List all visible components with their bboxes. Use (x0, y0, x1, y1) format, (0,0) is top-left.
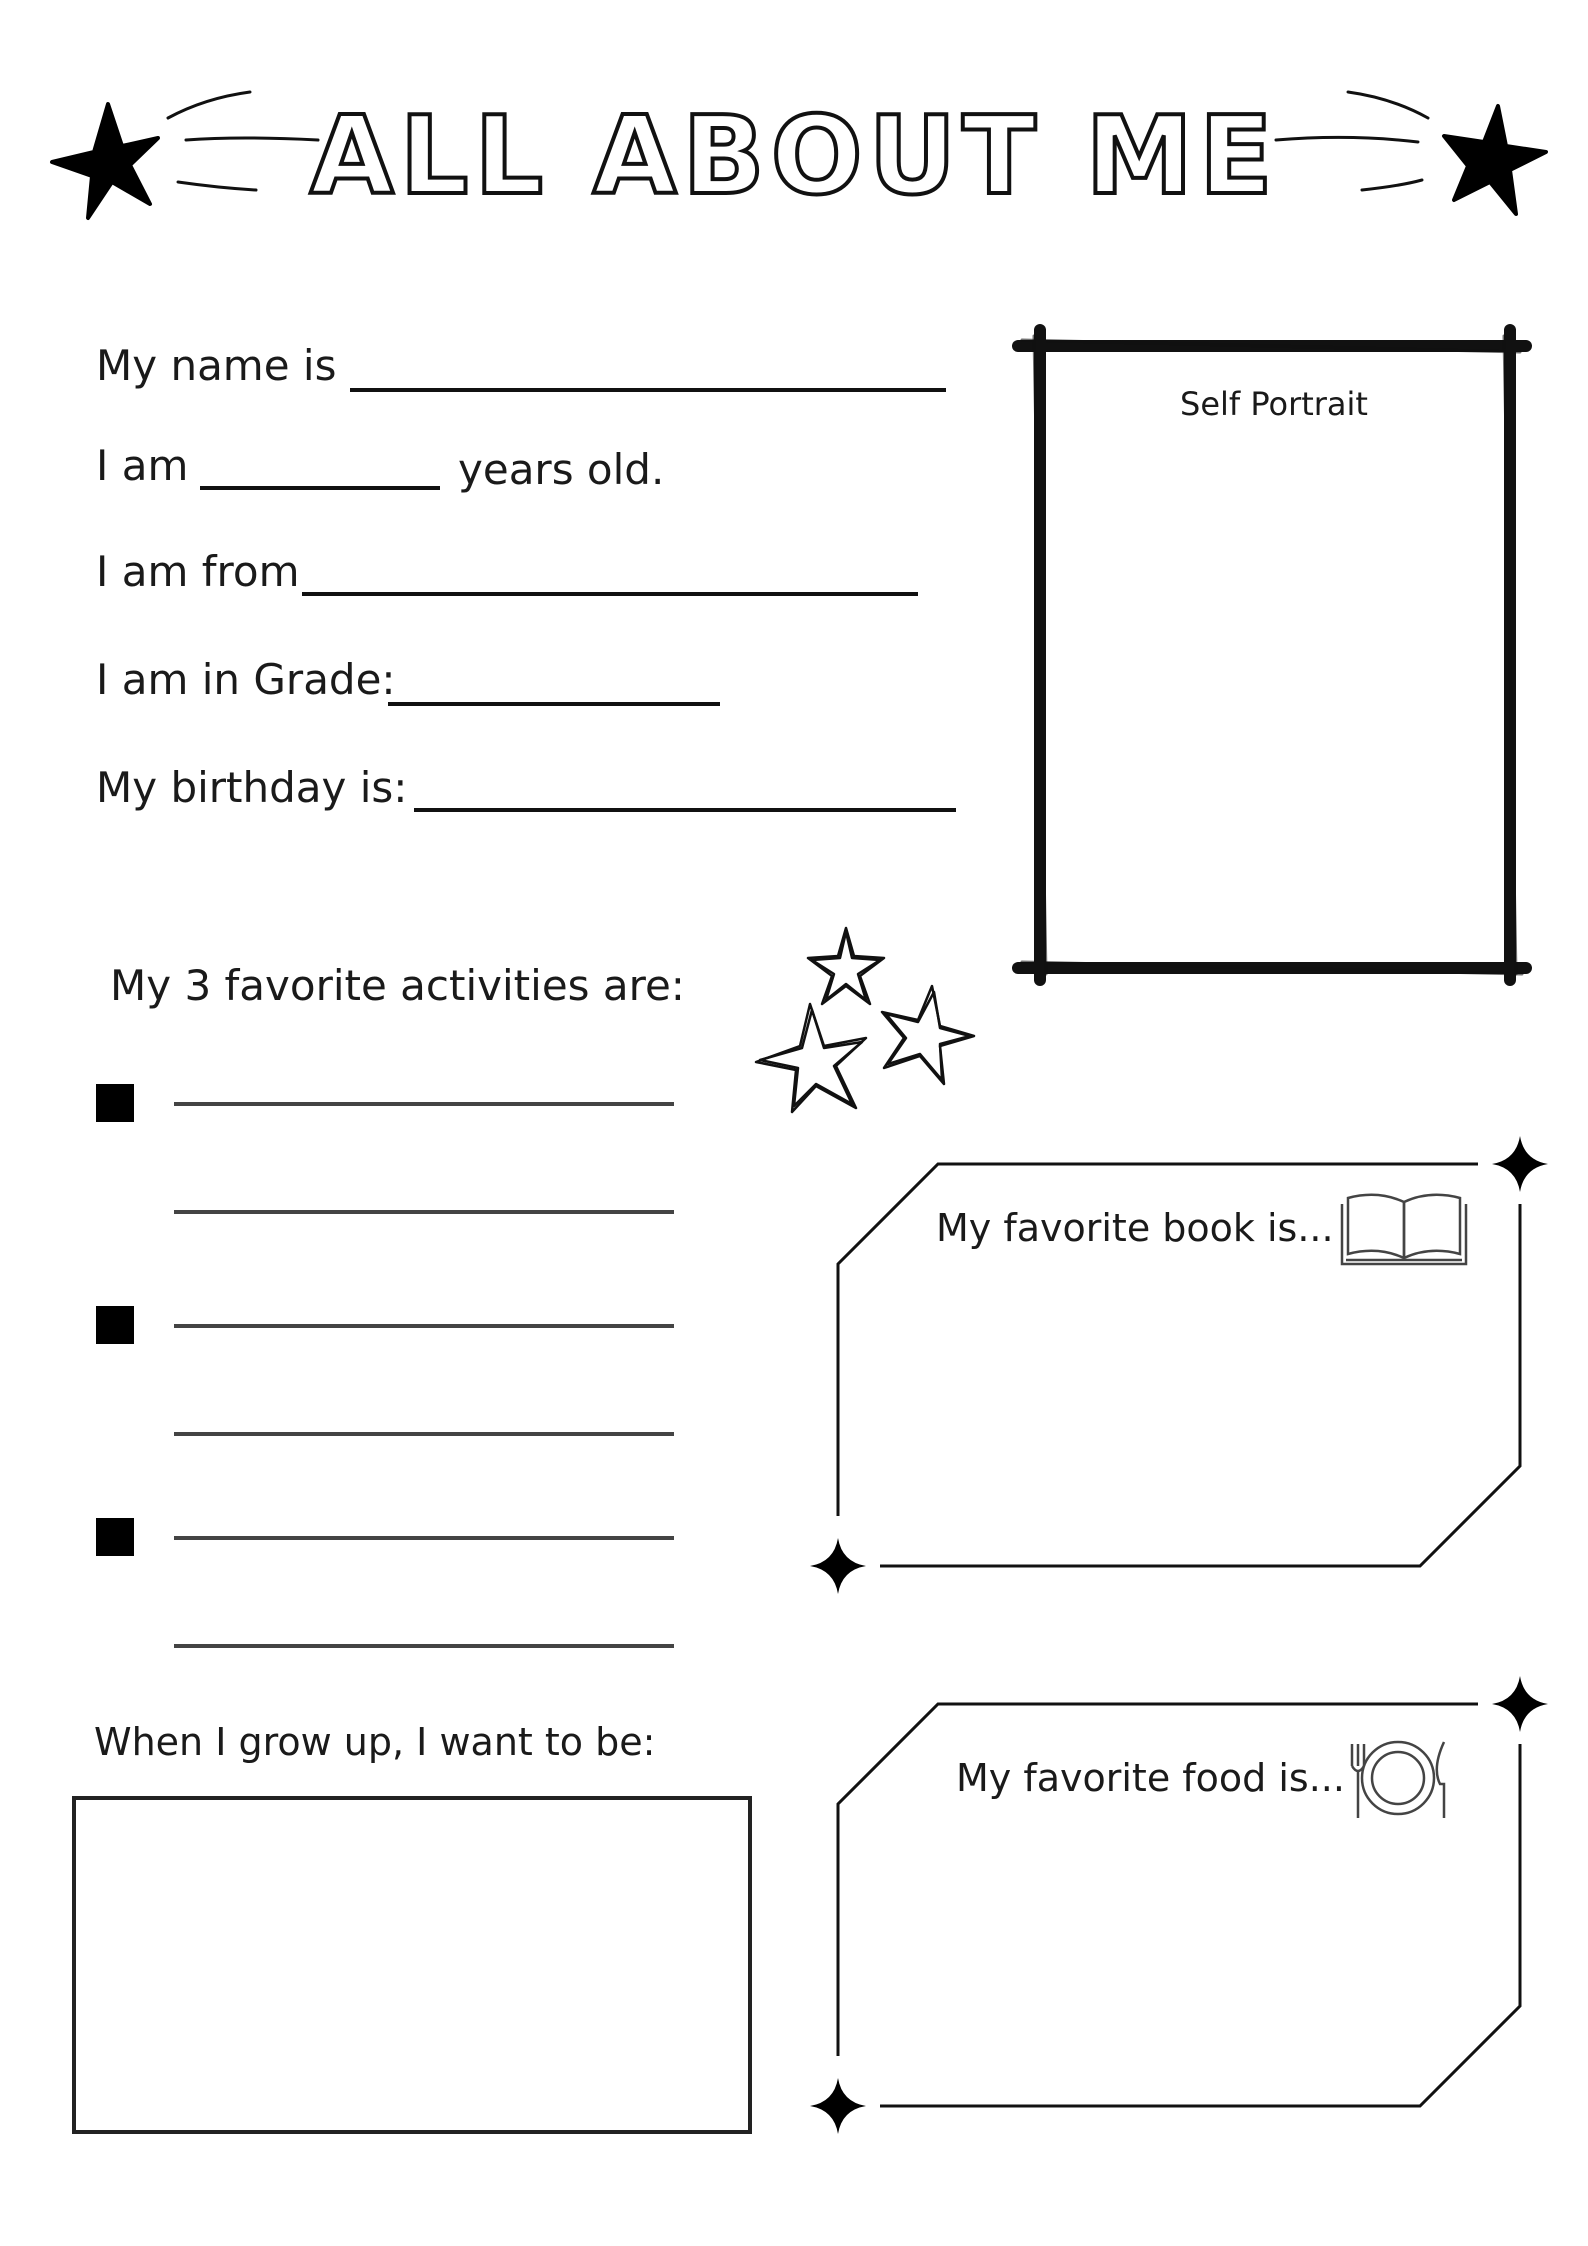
grow-up-answer-box[interactable] (72, 1796, 752, 2134)
activity-2-bullet (96, 1306, 134, 1344)
favorite-food-label: My favorite food is... (956, 1756, 1345, 1800)
age-suffix-label: years old. (458, 445, 665, 494)
grow-up-label: When I grow up, I want to be: (94, 1720, 656, 1764)
from-label: I am from (96, 547, 300, 596)
activities-heading: My 3 favorite activities are: (110, 961, 685, 1010)
activity-1-bullet (96, 1084, 134, 1122)
favorite-book-label: My favorite book is... (936, 1206, 1334, 1250)
grade-field[interactable] (388, 702, 720, 706)
page-title: ALL ABOUT ME (310, 94, 1279, 219)
title-right-star-icon (1444, 106, 1546, 214)
favorite-book-answer-area[interactable] (860, 1280, 1500, 1540)
self-portrait-label: Self Portrait (1180, 385, 1368, 423)
name-label: My name is (96, 341, 337, 390)
grade-label: I am in Grade: (96, 655, 396, 704)
from-field[interactable] (302, 592, 918, 596)
doodle-stars-icon (756, 928, 974, 1112)
self-portrait-drawing-area[interactable] (1060, 440, 1490, 950)
birthday-label: My birthday is: (96, 763, 408, 812)
name-field[interactable] (350, 388, 946, 392)
title-left-swoosh-lines (168, 92, 318, 190)
activity-2-line-1[interactable] (174, 1324, 674, 1328)
age-label: I am (96, 441, 189, 490)
activity-1-line-1[interactable] (174, 1102, 674, 1106)
activity-3-line-1[interactable] (174, 1536, 674, 1540)
age-field[interactable] (200, 486, 440, 490)
activity-1-line-2[interactable] (174, 1210, 674, 1214)
open-book-icon (1342, 1195, 1466, 1264)
plate-fork-knife-icon (1352, 1742, 1444, 1818)
activity-3-line-2[interactable] (174, 1644, 674, 1648)
title-left-star-icon (52, 104, 158, 218)
birthday-field[interactable] (414, 808, 956, 812)
favorite-food-answer-area[interactable] (860, 1820, 1500, 2080)
activity-3-bullet (96, 1518, 134, 1556)
title-right-swoosh-lines (1276, 92, 1428, 190)
activity-2-line-2[interactable] (174, 1432, 674, 1436)
